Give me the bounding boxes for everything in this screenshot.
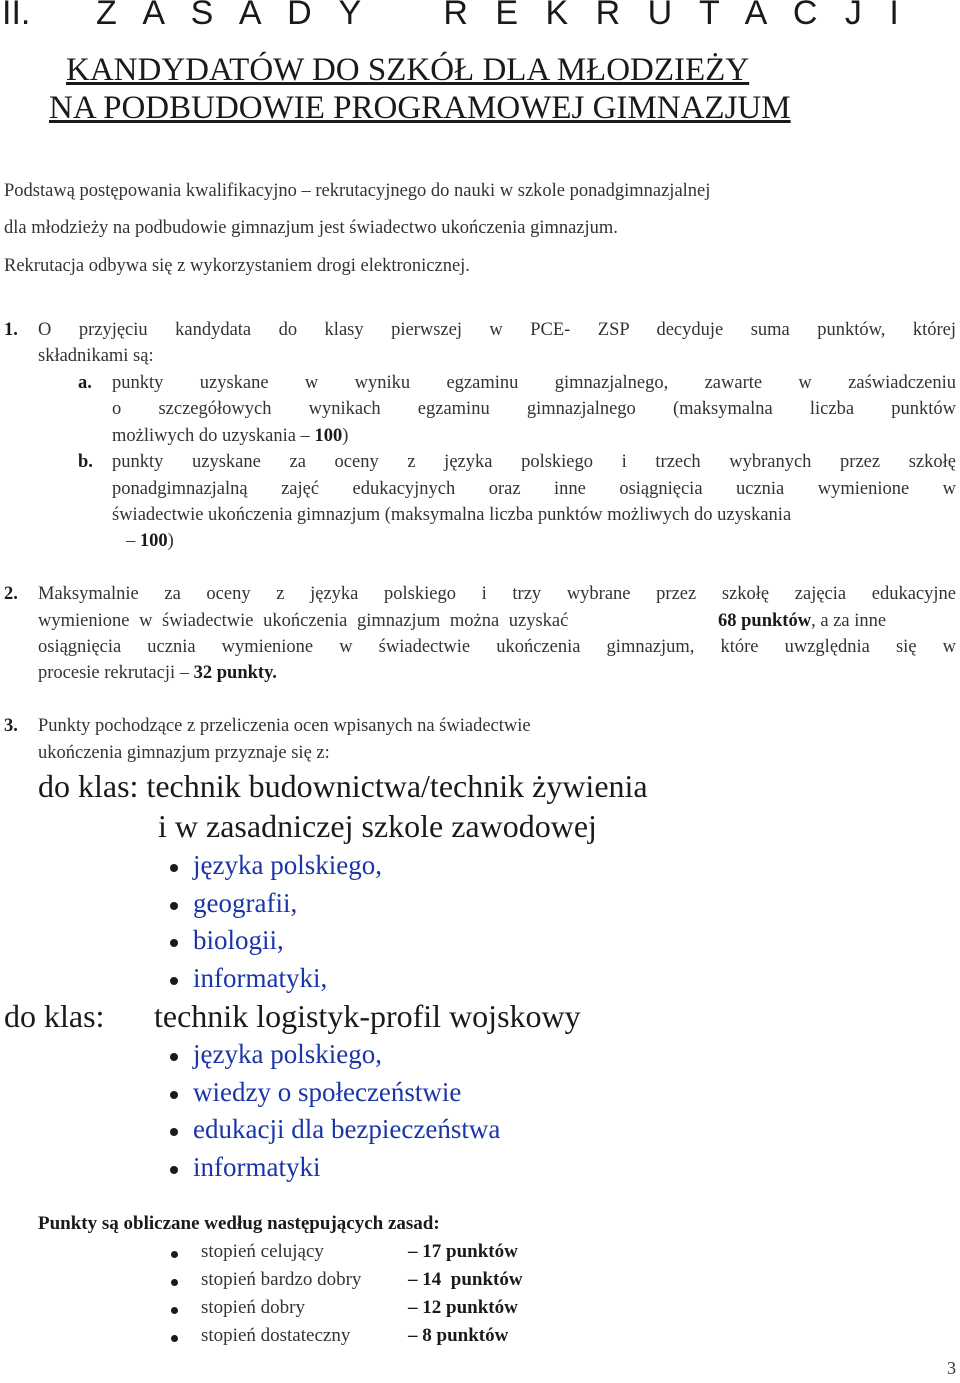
point-1a-line-2: o szczegółowych wynikach egzaminu gimnazjalnego (maksymalna liczba punktów [112, 399, 956, 419]
intro-line-1: Podstawą postępowania kwalifikacyjno – rekrutacyjnego do nauki w szkole ponadgimnazjalnej [4, 181, 711, 201]
page-number: 3 [947, 1358, 956, 1378]
grade-points: – 14 punktów [408, 1269, 523, 1290]
bullet-icon [171, 1335, 178, 1342]
bullet-icon [170, 1128, 178, 1136]
grade-label: stopień dostateczny [201, 1325, 351, 1346]
bullet-icon [170, 1166, 178, 1174]
point-2-line-4: procesie rekrutacji – 32 punkty. [38, 663, 277, 683]
grade-points: – 8 punktów [408, 1325, 509, 1346]
bullet-icon [171, 1279, 178, 1286]
point-2-line-2: wymienione w świadectwie ukończenia gimnazjum można uzyskać [38, 611, 569, 631]
group-1-subject: języka polskiego, [193, 850, 382, 880]
point-1a-line-1: punkty uzyskane w wyniku egzaminu gimnazjalnego, zawarte w zaświadczeniu [112, 373, 956, 393]
point-1-number: 1. [4, 320, 18, 340]
grade-label: stopień celujący [201, 1241, 324, 1262]
point-1-line-2: składnikami są: [38, 346, 154, 366]
point-3-line-2: ukończenia gimnazjum przyznaje się z: [38, 743, 330, 763]
bullet-icon [171, 1307, 178, 1314]
point-2-line-3: osiągnięcia ucznia wymienione w świadectwie ukończenia gimnazjum, które uwzględnia się w [38, 637, 956, 657]
grade-points: – 17 punktów [408, 1241, 518, 1262]
intro-line-3: Rekrutacja odbywa się z wykorzystaniem drogi elektronicznej. [4, 256, 470, 276]
group-1-subject: biologii, [193, 925, 284, 955]
point-2-number: 2. [4, 584, 18, 604]
subtitle-line-1: KANDYDATÓW DO SZKÓŁ DLA MŁODZIEŻY [66, 52, 750, 88]
point-3-number: 3. [4, 716, 18, 736]
group-2-label: do klas: [4, 998, 105, 1034]
section-title: Z A S A D Y R E K R U T A C J I [96, 0, 908, 32]
group-1-title-line-2: i w zasadniczej szkole zawodowej [158, 808, 597, 844]
group-2-title: technik logistyk-profil wojskowy [154, 998, 581, 1034]
bullet-icon [170, 939, 178, 947]
point-1b-line-2: ponadgimnazjalną zajęć edukacyjnych oraz inne osiągnięcia ucznia wymienione w [112, 479, 956, 499]
grade-label: stopień dobry [201, 1297, 305, 1318]
group-1-subject: informatyki, [193, 963, 328, 993]
grade-points: – 12 punktów [408, 1297, 518, 1318]
section-number: II. [2, 0, 31, 32]
point-3-line-1: Punkty pochodzące z przeliczenia ocen wpisanych na świadectwie [38, 716, 531, 736]
bullet-icon [170, 902, 178, 910]
group-2-subject: edukacji dla bezpieczeństwa [193, 1114, 501, 1144]
point-1a-number: a. [78, 373, 92, 393]
grade-label: stopień bardzo dobry [201, 1269, 362, 1290]
bullet-icon [170, 1091, 178, 1099]
bullet-icon [170, 977, 178, 985]
bullet-icon [171, 1251, 178, 1258]
intro-line-2: dla młodzieży na podbudowie gimnazjum jest świadectwo ukończenia gimnazjum. [4, 218, 618, 238]
point-1-line-1: O przyjęciu kandydata do klasy pierwszej w PCE- ZSP decyduje suma punktów, której [38, 320, 956, 340]
bullet-icon [170, 1053, 178, 1061]
point-1b-line-4: – 100) [126, 531, 174, 551]
group-2-subject: informatyki [193, 1152, 321, 1182]
point-1b-line-3: świadectwie ukończenia gimnazjum (maksymalna liczba punktów możliwych do uzyskania [112, 505, 792, 525]
point-1b-number: b. [78, 452, 93, 472]
group-1-subject: geografii, [193, 888, 298, 918]
point-1a-line-3: możliwych do uzyskania – 100) [112, 426, 349, 446]
point-2-line-1: Maksymalnie za oceny z języka polskiego i trzy wybrane przez szkołę zajęcia edukacyjne [38, 584, 956, 604]
subtitle-line-2: NA PODBUDOWIE PROGRAMOWEJ GIMNAZJUM [49, 90, 791, 126]
bullet-icon [170, 864, 178, 872]
group-2-subject: języka polskiego, [193, 1039, 382, 1069]
point-1b-line-1: punkty uzyskane za oceny z języka polskiego i trzech wybranych przez szkołę [112, 452, 956, 472]
scoring-heading: Punkty są obliczane według następujących zasad: [38, 1213, 440, 1234]
group-2-subject: wiedzy o społeczeństwie [193, 1077, 462, 1107]
group-1-title-line-1: do klas: technik budownictwa/technik żywienia [38, 768, 648, 804]
point-2-line-2-bold: 68 punktów, a za inne [718, 611, 887, 631]
